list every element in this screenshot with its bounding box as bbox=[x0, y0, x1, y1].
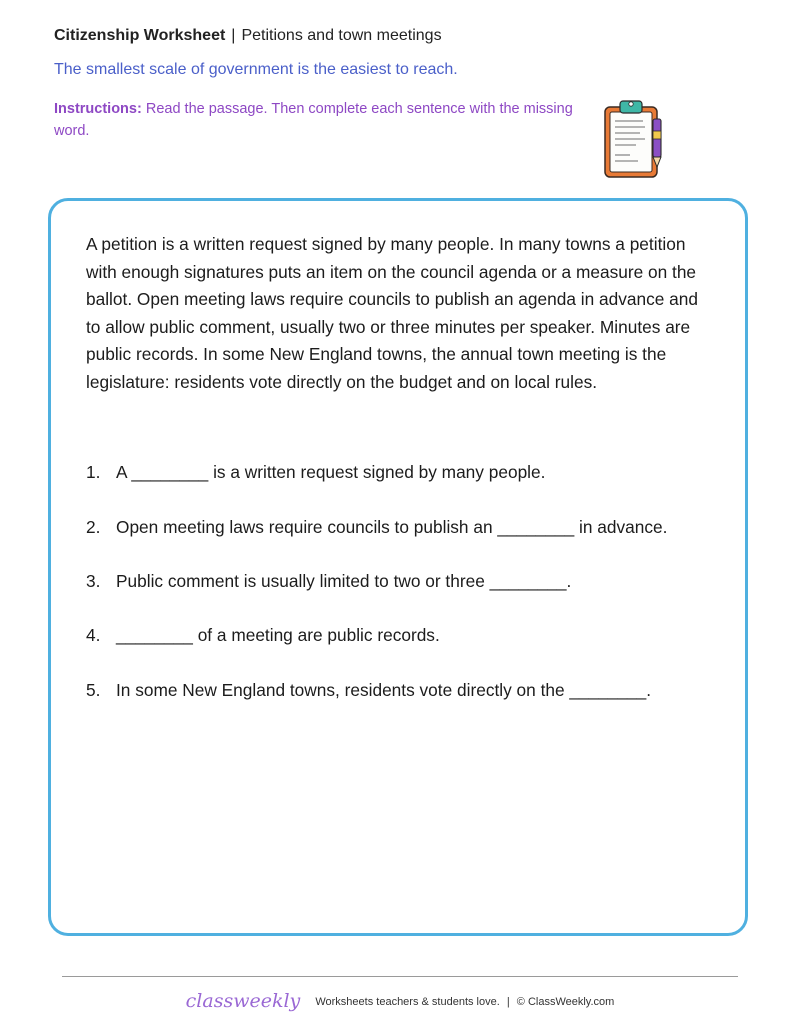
worksheet-title: Citizenship Worksheet bbox=[54, 27, 226, 44]
question-5 bbox=[86, 680, 651, 701]
question-number: 3. bbox=[86, 571, 101, 591]
footer-copyright: © ClassWeekly.com bbox=[516, 996, 615, 1008]
question-1 bbox=[86, 462, 545, 483]
footer-divider bbox=[62, 976, 738, 977]
footer-separator: | bbox=[506, 996, 510, 1008]
question-4 bbox=[86, 625, 440, 646]
classweekly-logo: classweekly bbox=[185, 990, 301, 1012]
question-text: ________ of a meeting are public records. bbox=[116, 625, 440, 645]
question-number: 2. bbox=[86, 517, 101, 537]
question-number: 5. bbox=[86, 680, 101, 700]
worksheet-subtitle: The smallest scale of government is the easiest to reach. bbox=[54, 61, 458, 78]
question-number: 4. bbox=[86, 625, 101, 645]
question-text: In some New England towns, residents vote directly on the ________. bbox=[116, 680, 652, 700]
question-text: Public comment is usually limited to two or three ________. bbox=[116, 571, 572, 591]
instructions-text: Read the passage. Then complete each sentence with the missing word. bbox=[54, 101, 573, 139]
instructions bbox=[54, 98, 574, 142]
question-2 bbox=[86, 517, 667, 538]
question-text: A ________ is a written request signed by many people. bbox=[116, 462, 546, 482]
worksheet-topic: Petitions and town meetings bbox=[241, 27, 442, 44]
reading-passage: A petition is a written request signed by many people. In many towns a petition with enough signatures puts an item on the council agenda or a measure on the ballot. Open meeting laws require councils to publish an agenda in advance and to allow public comment, usually two or three minutes per speaker. Minutes are public records. In some New England towns, the annual town meeting is the legislature: residents vote directly on the budget and on local rules. bbox=[86, 234, 698, 392]
worksheet-header bbox=[54, 27, 442, 45]
question-3 bbox=[86, 571, 571, 592]
instructions-label: Instructions: bbox=[54, 101, 142, 117]
footer bbox=[0, 990, 800, 1012]
question-number: 1. bbox=[86, 462, 101, 482]
question-text: Open meeting laws require councils to publish an ________ in advance. bbox=[116, 517, 668, 537]
header-separator: | bbox=[231, 27, 236, 44]
footer-tagline: Worksheets teachers & students love. bbox=[315, 996, 500, 1008]
clipboard-icon bbox=[600, 97, 666, 181]
